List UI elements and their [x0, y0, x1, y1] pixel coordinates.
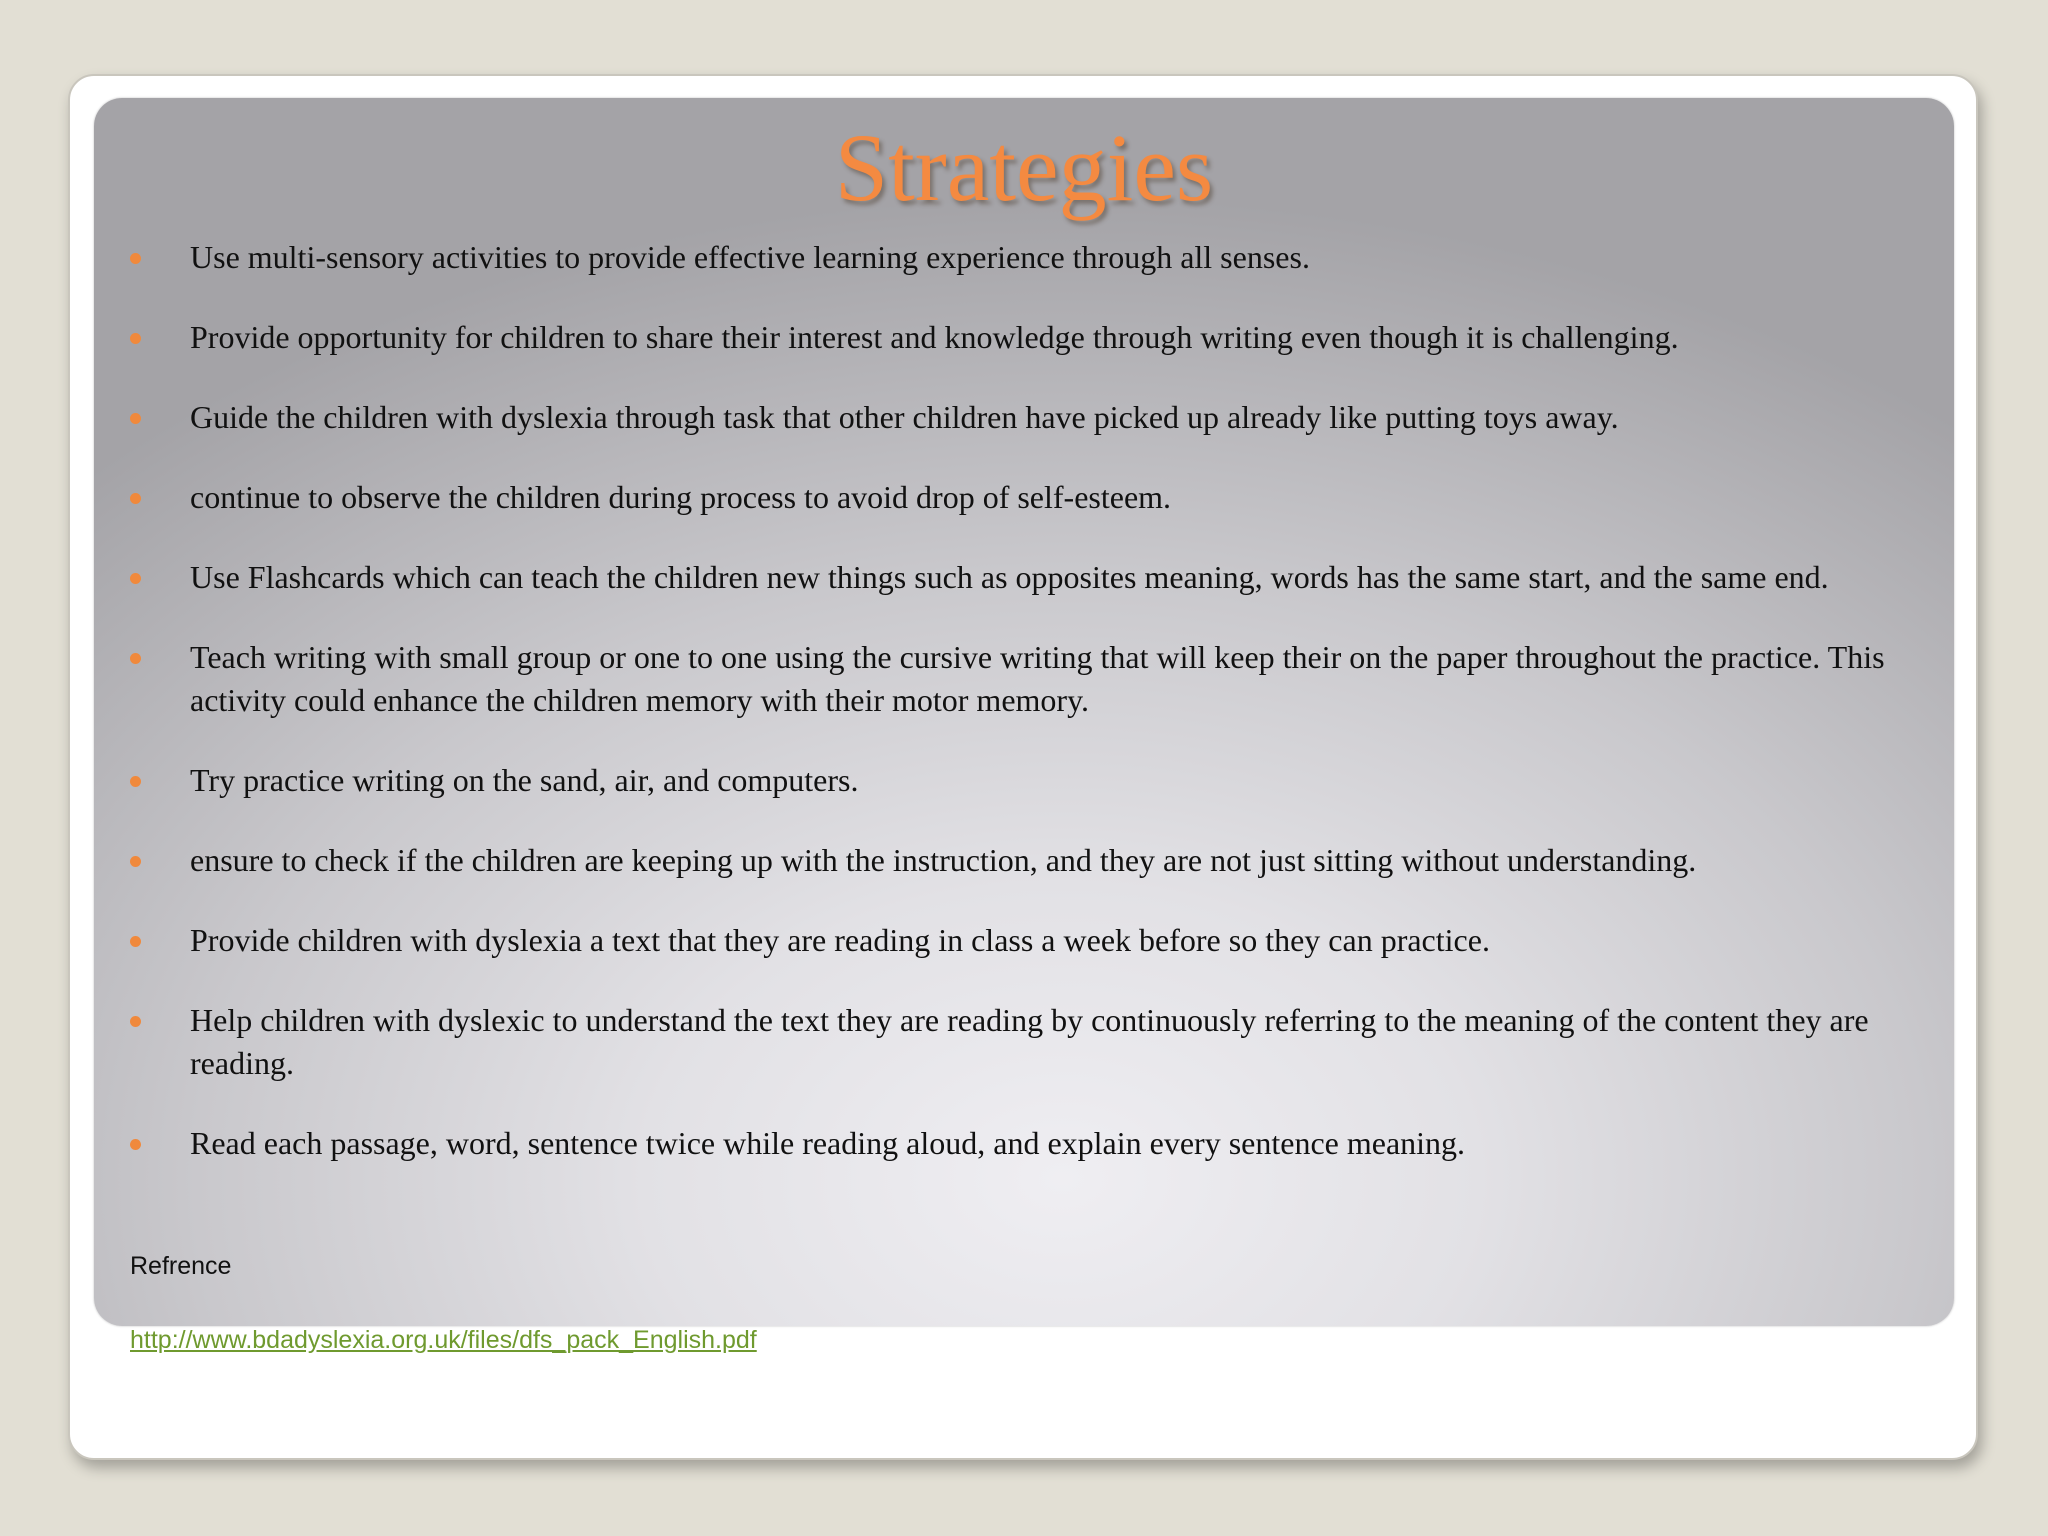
bullet-text: Use multi-sensory activities to provide effective learning experience through all senses. — [190, 239, 1310, 275]
list-item — [130, 999, 1890, 1085]
bullet-icon — [130, 573, 141, 584]
bullet-text: continue to observe the children during process to avoid drop of self-esteem. — [190, 479, 1172, 515]
list-item — [130, 396, 1890, 439]
list-item — [130, 236, 1890, 279]
bullet-icon — [130, 856, 141, 867]
bullet-text: Help children with dyslexic to understand the text they are reading by continuously referring to the meaning of the content they are reading. — [190, 1002, 1869, 1081]
reference-label: Refrence — [130, 1252, 232, 1280]
bullet-list — [130, 236, 1890, 1202]
bullet-icon — [130, 1139, 141, 1150]
list-item — [130, 316, 1890, 359]
slide-title: Strategies — [834, 114, 1214, 221]
bullet-icon — [130, 776, 141, 787]
bullet-text: Teach writing with small group or one to one using the cursive writing that will keep their on the paper throughout the practice. This activity could enhance the children memory with their motor memory. — [190, 639, 1885, 718]
bullet-text: Guide the children with dyslexia through task that other children have picked up already like putting toys away. — [190, 399, 1619, 435]
bullet-text: Provide opportunity for children to share their interest and knowledge through writing even though it is challenging. — [190, 319, 1679, 355]
bullet-icon — [130, 253, 141, 264]
bullet-text: Read each passage, word, sentence twice while reading aloud, and explain every sentence meaning. — [190, 1125, 1466, 1161]
bullet-text: Use Flashcards which can teach the children new things such as opposites meaning, words has the same start, and the same end. — [190, 559, 1829, 595]
list-item — [130, 839, 1890, 882]
reference-link[interactable]: http://www.bdadyslexia.org.uk/files/dfs_pack_English.pdf — [130, 1326, 757, 1354]
bullet-icon — [130, 413, 141, 424]
list-item — [130, 919, 1890, 962]
bullet-icon — [130, 936, 141, 947]
bullet-icon — [130, 1016, 141, 1027]
bullet-text: Try practice writing on the sand, air, and computers. — [190, 762, 859, 798]
bullet-icon — [130, 333, 141, 344]
bullet-icon — [130, 653, 141, 664]
list-item — [130, 556, 1890, 599]
bullet-icon — [130, 493, 141, 504]
list-item — [130, 476, 1890, 519]
bullet-text: ensure to check if the children are keeping up with the instruction, and they are not just sitting without understanding. — [190, 842, 1697, 878]
bullet-text: Provide children with dyslexia a text that they are reading in class a week before so they can practice. — [190, 922, 1490, 958]
list-item — [130, 1122, 1890, 1165]
list-item — [130, 759, 1890, 802]
list-item — [130, 636, 1890, 722]
